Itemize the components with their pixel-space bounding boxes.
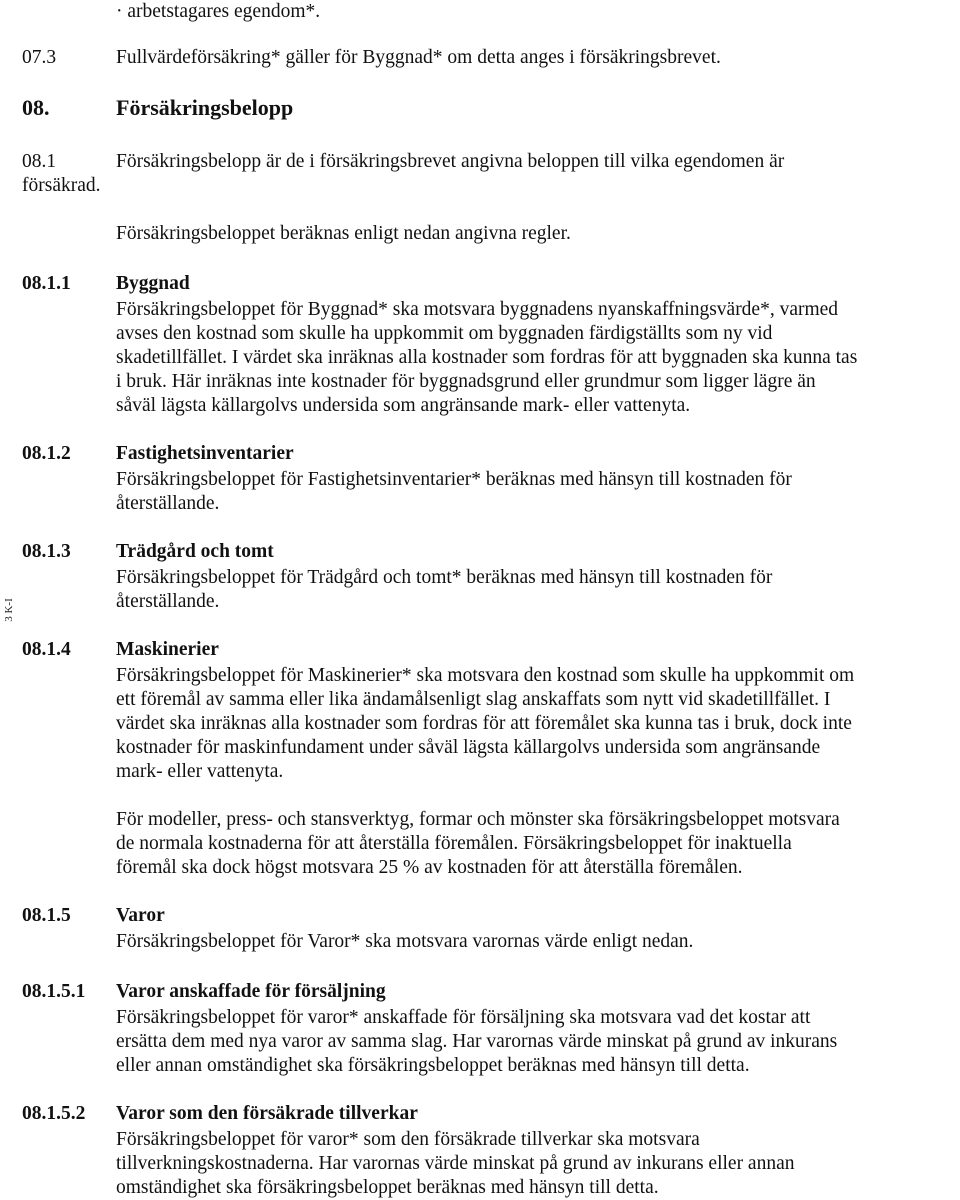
section-08-1-2-title: Fastighetsinventarier: [116, 443, 294, 464]
section-08-1-3-title: Trädgård och tomt: [116, 541, 274, 562]
paragraph-line: de normala kostnaderna för att återställa föremålen. Försäkringsbeloppet för inaktuella: [116, 833, 792, 854]
paragraph-line: Försäkringsbeloppet för Maskinerier* ska motsvara den kostnad som skulle ha uppkommit om: [116, 665, 855, 686]
paragraph-line: värdet ska inräknas alla kostnader som fordras för att föremålet ska kunna tas i bruk, dock inte: [116, 713, 852, 734]
section-number-08-1-5-1: 08.1.5.1: [22, 981, 86, 1002]
paragraph-line: mark- eller vattenyta.: [116, 761, 284, 782]
paragraph-line: ersätta dem med nya varor av samma slag. Har varornas värde minskat på grund av inkurans: [116, 1031, 838, 1052]
paragraph-line: avses den kostnad som skulle ha uppkommit om byggnaden färdigställts som ny vid: [116, 323, 773, 344]
section-number-08-1: 08.1: [22, 151, 57, 172]
section-08-title: Försäkringsbelopp: [116, 95, 294, 120]
section-number-08-1-5-2: 08.1.5.2: [22, 1103, 86, 1124]
section-number-08: 08.: [22, 95, 50, 120]
paragraph-line: såväl lägsta källargolvs undersida som angränsande mark- eller vattenyta.: [116, 395, 691, 416]
paragraph-line: i bruk. Här inräknas inte kostnader för byggnadsgrund eller grundmur som ligger lägre än: [116, 371, 816, 392]
paragraph-line: kostnader för maskinfundament under såväl lägsta källargolvs undersida som angränsande: [116, 737, 821, 758]
section-number-07-3: 07.3: [22, 47, 57, 68]
paragraph-line: återställande.: [116, 493, 220, 514]
paragraph-line: föremål ska dock högst motsvara 25 % av kostnaden för att återställa föremålen.: [116, 857, 743, 878]
top-line: · arbetstagares egendom*.: [116, 1, 321, 22]
section-08-1-5-1-title: Varor anskaffade för försäljning: [116, 981, 386, 1002]
paragraph-line: Försäkringsbeloppet för Varor* ska motsvara varornas värde enligt nedan.: [116, 931, 694, 952]
section-number-08-1-2: 08.1.2: [22, 443, 71, 464]
paragraph-line: Försäkringsbeloppet för Trädgård och tomt* beräknas med hänsyn till kostnaden för: [116, 567, 773, 588]
section-08-1-5-2-title: Varor som den försäkrade tillverkar: [116, 1103, 418, 1124]
paragraph-line: ett föremål av samma eller lika ändamålsenligt slag anskaffats som nytt vid skadetillfället. I: [116, 689, 831, 710]
paragraph-line: Försäkringsbeloppet för varor* anskaffade för försäljning ska motsvara vad det kostar att: [116, 1007, 811, 1028]
section-08-1-4-title: Maskinerier: [116, 639, 219, 660]
paragraph-line: eller annan omständighet ska försäkringsbeloppet beräknas med hänsyn till detta.: [116, 1055, 750, 1076]
paragraph-line: skadetillfället. I värdet ska inräknas alla kostnader som fordras för att byggnaden ska kunna tas: [116, 347, 858, 368]
side-label: 3 K-I: [3, 598, 15, 622]
section-number-08-1-4: 08.1.4: [22, 639, 71, 660]
section-08-1-1-title: Byggnad: [116, 273, 190, 294]
paragraph-line: Försäkringsbeloppet för varor* som den försäkrade tillverkar ska motsvara: [116, 1129, 700, 1150]
section-number-08-1-3: 08.1.3: [22, 541, 71, 562]
section-08-1-text2: Försäkringsbeloppet beräknas enligt nedan angivna regler.: [116, 223, 571, 244]
paragraph-line: tillverkningskostnaderna. Har varornas värde minskat på grund av inkurans eller annan: [116, 1153, 795, 1174]
section-08-1-text-cont: försäkrad.: [22, 175, 101, 196]
paragraph-line: För modeller, press- och stansverktyg, formar och mönster ska försäkringsbeloppet motsvara: [116, 809, 840, 830]
paragraph-line: Försäkringsbeloppet för Fastighetsinventarier* beräknas med hänsyn till kostnaden för: [116, 469, 792, 490]
section-number-08-1-1: 08.1.1: [22, 273, 71, 294]
section-07-3-text: Fullvärdeförsäkring* gäller för Byggnad* om detta anges i försäkringsbrevet.: [116, 47, 721, 68]
section-08-1-5-title: Varor: [116, 905, 165, 926]
paragraph-line: återställande.: [116, 591, 220, 612]
paragraph-line: Försäkringsbeloppet för Byggnad* ska motsvara byggnadens nyanskaffningsvärde*, varmed: [116, 299, 839, 320]
section-number-08-1-5: 08.1.5: [22, 905, 71, 926]
section-08-1-text: Försäkringsbelopp är de i försäkringsbrevet angivna beloppen till vilka egendomen är: [116, 151, 785, 172]
paragraph-line: omständighet ska försäkringsbeloppet beräknas med hänsyn till detta.: [116, 1177, 659, 1198]
